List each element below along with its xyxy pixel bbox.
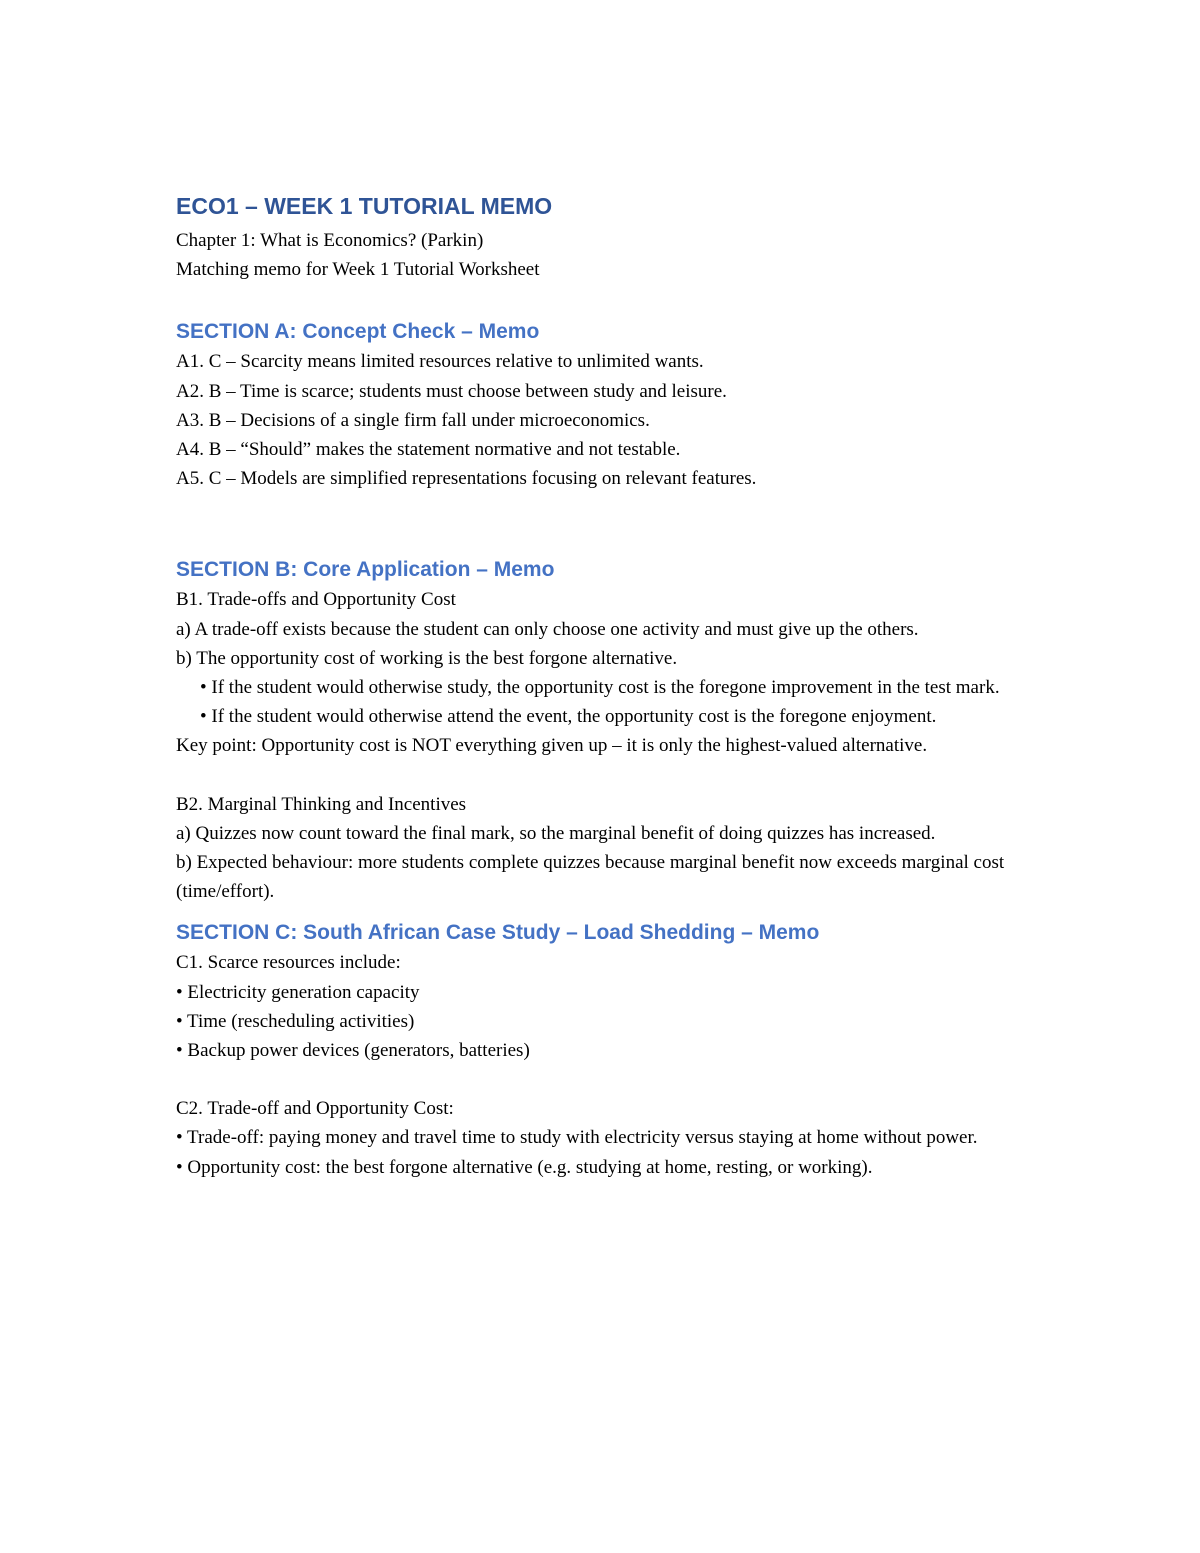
c2-title: C2. Trade-off and Opportunity Cost: [176, 1098, 454, 1120]
c2-trade-off: • Trade-off: paying money and travel time to study with electricity versus staying at home without power. [176, 1127, 978, 1149]
section-a-item: A2. B – Time is scarce; students must choose between study and leisure. [176, 380, 727, 402]
c1-item: • Electricity generation capacity [176, 981, 420, 1003]
b1-part-b: b) The opportunity cost of working is the best forgone alternative. [176, 647, 678, 669]
b2-part-a: a) Quizzes now count toward the final mark, so the marginal benefit of doing quizzes has increased. [176, 822, 936, 844]
spacer [176, 1065, 1056, 1094]
spacer [176, 284, 1056, 313]
section-a-item: A5. C – Models are simplified representations focusing on relevant features. [176, 468, 757, 490]
section-c-heading: SECTION C: South African Case Study – Load Shedding – Memo [176, 921, 820, 945]
b1-key-point: Key point: Opportunity cost is NOT everything given up – it is only the highest-valued alternative. [176, 735, 928, 757]
b1-bullet-event [176, 702, 1056, 731]
c1-title: C1. Scarce resources include: [176, 952, 401, 974]
spacer [176, 761, 1056, 790]
section-a-item: A4. B – “Should” makes the statement normative and not testable. [176, 439, 681, 461]
memo-page [176, 190, 1056, 1182]
subtitle-matching: Matching memo for Week 1 Tutorial Worksheet [176, 259, 540, 281]
b1-bullet-event-text: • If the student would otherwise attend the event, the opportunity cost is the foregone enjoyment. [200, 706, 937, 728]
section-a-heading: SECTION A: Concept Check – Memo [176, 320, 540, 344]
spacer [176, 522, 1056, 551]
b1-part-a: a) A trade-off exists because the student can only choose one activity and must give up the others. [176, 618, 919, 640]
c2-opportunity-cost: • Opportunity cost: the best forgone alternative (e.g. studying at home, resting, or working). [176, 1156, 873, 1178]
b1-bullet-study [176, 673, 1056, 702]
memo-title: ECO1 – WEEK 1 TUTORIAL MEMO [176, 193, 553, 219]
b1-bullet-study-text: • If the student would otherwise study, the opportunity cost is the foregone improvement in the test mark. [200, 677, 1000, 699]
b2-part-b: b) Expected behaviour: more students complete quizzes because marginal benefit now exceeds marginal cost (time/effort). [176, 852, 1005, 903]
b1-title: B1. Trade-offs and Opportunity Cost [176, 589, 456, 611]
section-b-heading: SECTION B: Core Application – Memo [176, 558, 555, 582]
c1-item: • Backup power devices (generators, batteries) [176, 1040, 530, 1062]
spacer [176, 493, 1056, 522]
section-a-item: A1. C – Scarcity means limited resources relative to unlimited wants. [176, 351, 704, 373]
c1-item: • Time (rescheduling activities) [176, 1010, 415, 1032]
subtitle-chapter: Chapter 1: What is Economics? (Parkin) [176, 230, 484, 251]
b2-title: B2. Marginal Thinking and Incentives [176, 793, 467, 815]
section-a-item: A3. B – Decisions of a single firm fall under microeconomics. [176, 409, 650, 431]
